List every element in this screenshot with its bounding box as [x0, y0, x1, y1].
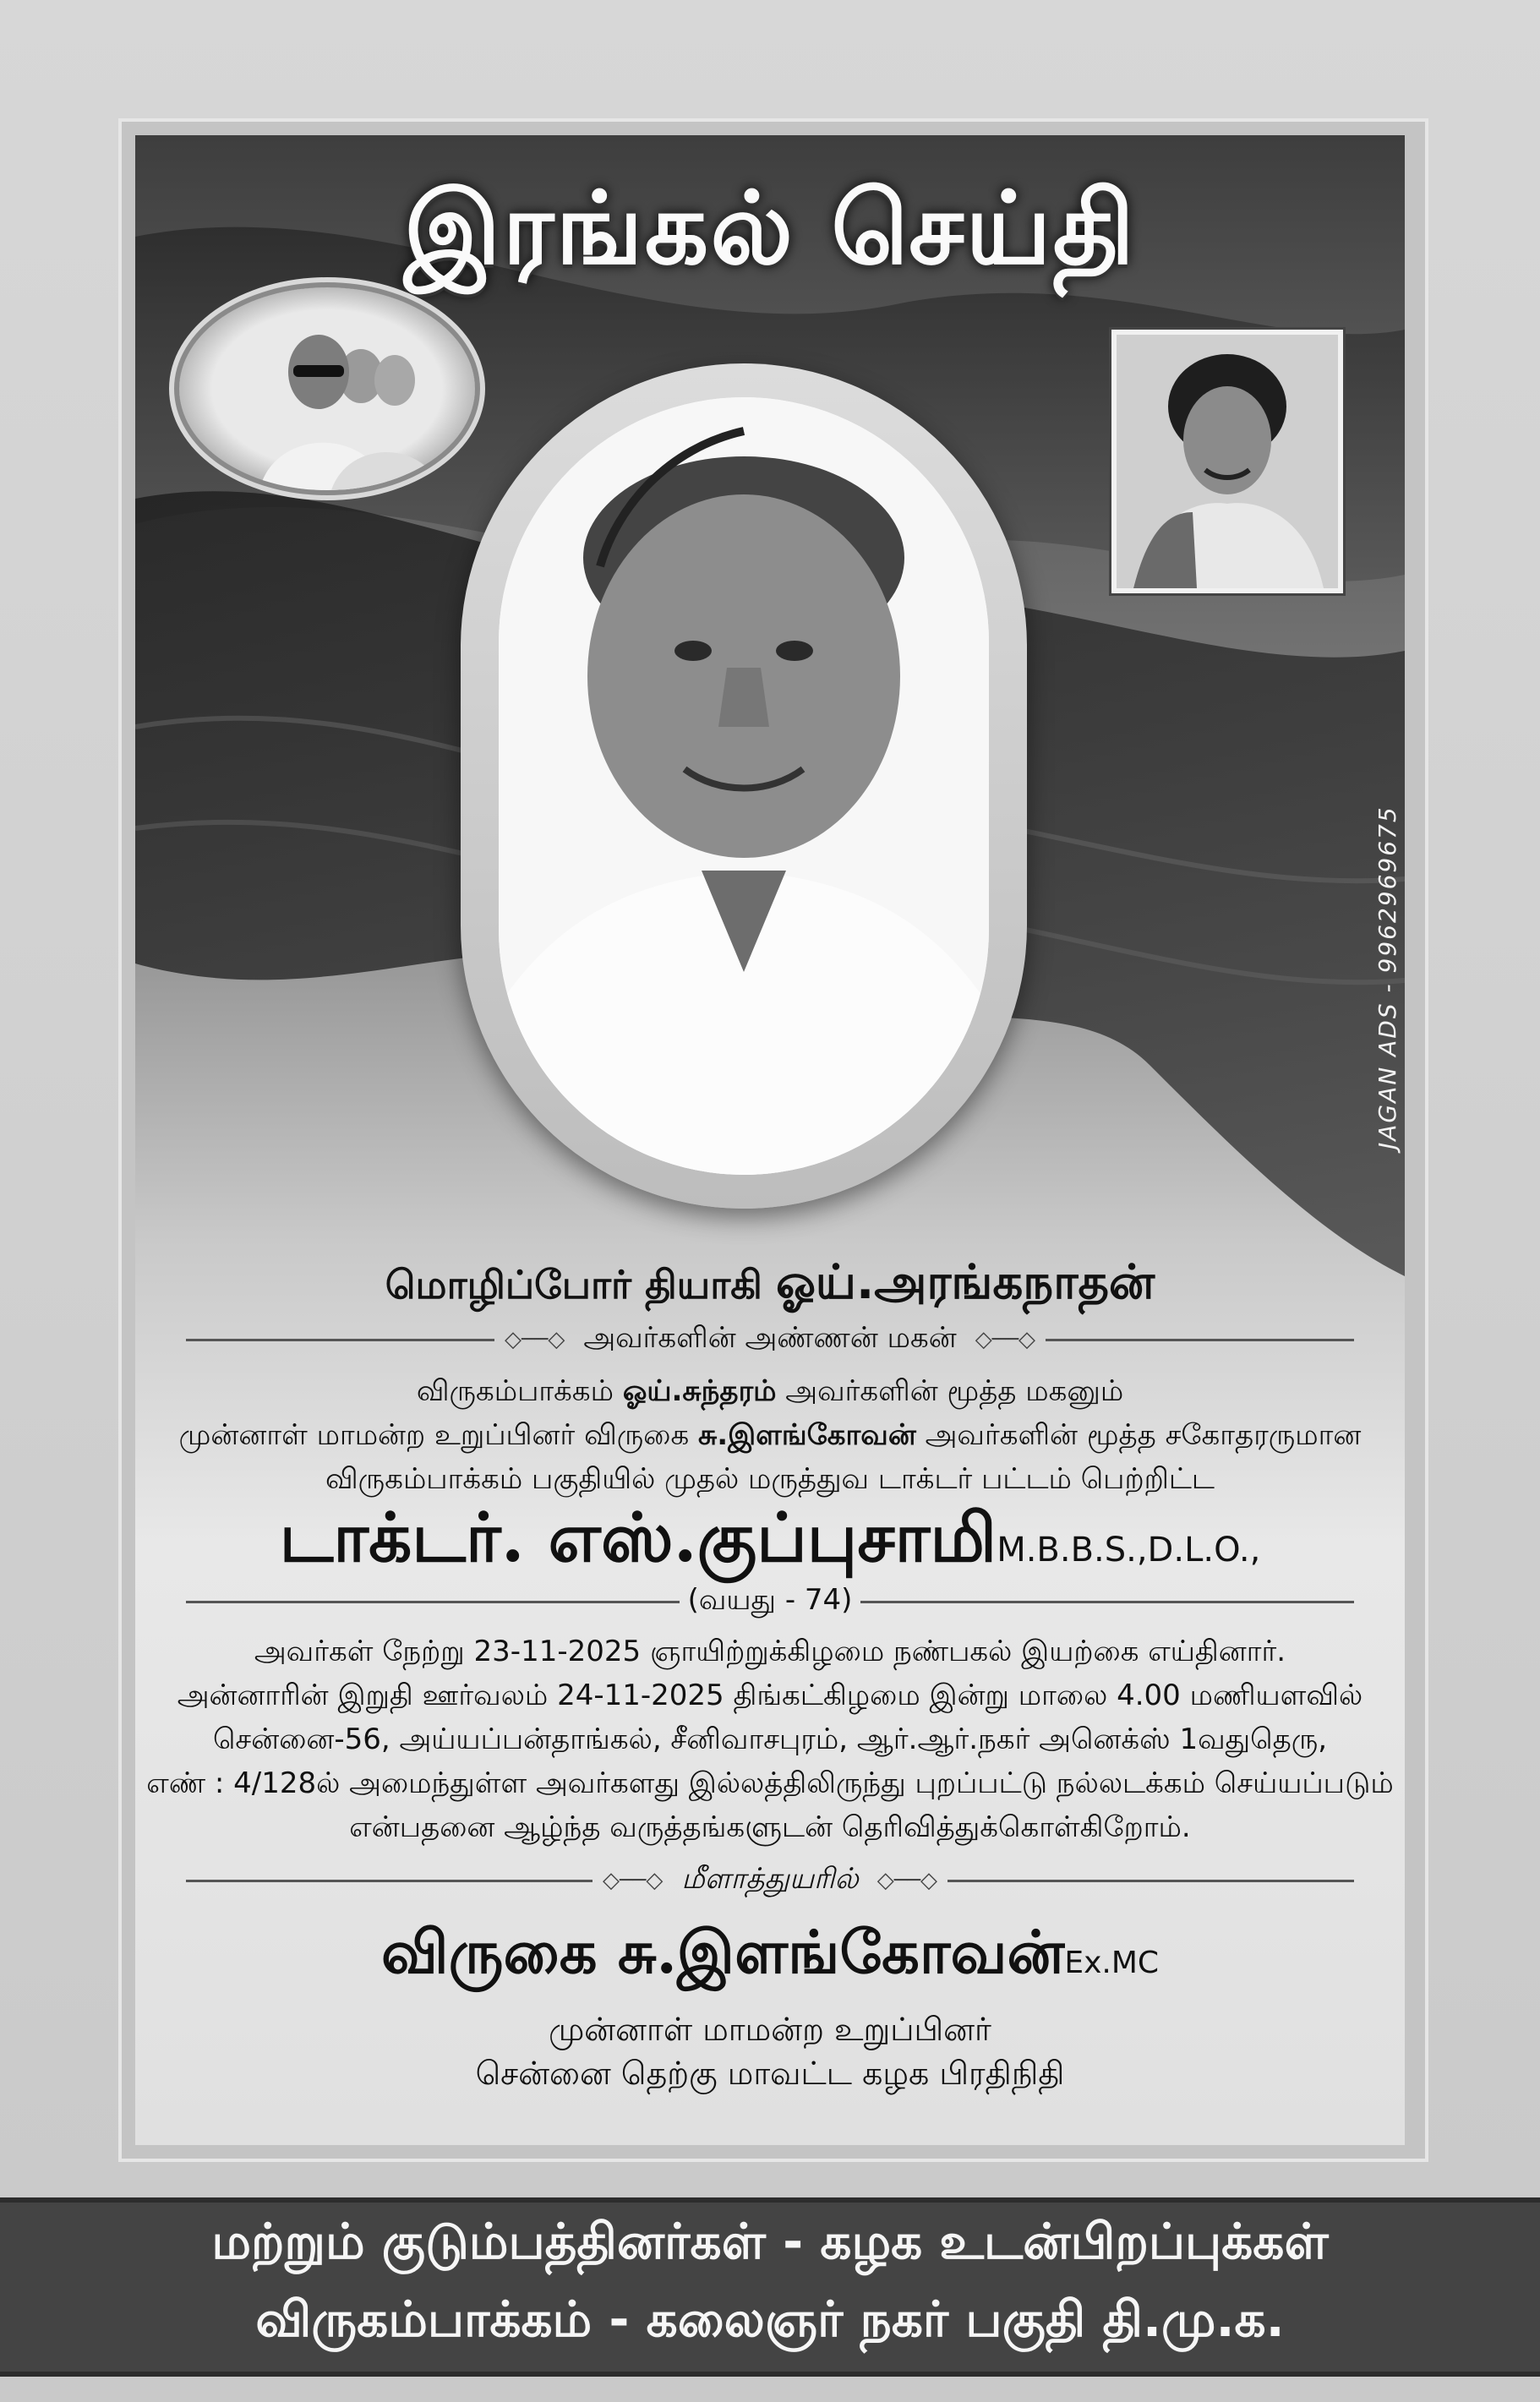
footer-line: விருகம்பாக்கம் - கலைஞர் நகர் பகுதி தி.மு.க. [255, 2290, 1285, 2348]
doctor-degree: M.B.B.S.,D.L.O., [997, 1531, 1261, 1569]
signatory-degree: Ex.MC [1064, 1946, 1160, 1980]
intro-line: முன்னாள் மாமன்ற உறுப்பினர் விருகை சு.இளங்கோவன் அவர்களின் மூத்த சகோதரருமான [178, 1418, 1362, 1452]
founder-portrait-photo [1111, 330, 1343, 593]
detail-line: அன்னாரின் இறுதி ஊர்வலம் 24-11-2025 திங்கட்கிழமை இன்று மாலை 4.00 மணியளவில் [177, 1679, 1363, 1712]
relation-caption: அவர்களின் அண்ணன் மகன் [583, 1321, 957, 1355]
age-label: (வயது - 74) [687, 1583, 853, 1617]
divider-age [186, 1585, 1354, 1619]
footer-banner [0, 2197, 1540, 2377]
grief-label: மீளாத்துயரில் [681, 1862, 859, 1896]
relation-heading [135, 1255, 1405, 1316]
signatory-title-line: சென்னை தெற்கு மாவட்ட கழக பிரதிநிதி [475, 2055, 1065, 2092]
divider-relation [186, 1323, 1354, 1357]
martyr-title: மொழிப்போர் தியாகி [385, 1262, 776, 1307]
signatory-full-name: விருகை சு.இளங்கோவன் [380, 1917, 1065, 1987]
ad-agency-watermark: JAGAN ADS - 9962969675 [1373, 805, 1401, 1149]
footer-line: மற்றும் குடும்பத்தினர்கள் - கழக உடன்பிறப்புக்கள் [211, 2213, 1329, 2270]
signatory-title-line: முன்னாள் மாமன்ற உறுப்பினர் [549, 2011, 991, 2048]
doctor-name: டாக்டர். எஸ்.குப்புசாமி [279, 1498, 997, 1577]
funeral-details [135, 1630, 1405, 1849]
page-title: இரங்கல் செய்தி [403, 169, 1137, 287]
signatory-titles [135, 2007, 1405, 2095]
ornament-icon: ◇──◇ [975, 1327, 1035, 1352]
intro-line: விருகம்பாக்கம் பகுதியில் முதல் மருத்துவ டாக்டர் பட்டம் பெற்றிட்ட [325, 1462, 1215, 1496]
intro-line: விருகம்பாக்கம் ஓய்.சுந்தரம் அவர்களின் மூத்த மகனும் [416, 1374, 1124, 1408]
divider-signature [186, 1864, 1354, 1897]
detail-line: எண் : 4/128ல் அமைந்துள்ள அவர்களது இல்லத்திலிருந்து புறப்பட்டு நல்லடக்கம் செய்யப்படும் [146, 1766, 1394, 1800]
signatory-name [135, 1917, 1405, 1995]
martyr-name: ஓய்.அரங்கநாதன் [775, 1255, 1155, 1310]
ornament-icon: ◇──◇ [876, 1868, 937, 1893]
deceased-name [135, 1498, 1405, 1586]
detail-line: என்பதனை ஆழ்ந்த வருத்தங்களுடன் தெரிவித்துக்கொள்கிறோம். [349, 1810, 1191, 1844]
deceased-portrait-photo [499, 397, 989, 1175]
detail-line: சென்னை-56, அய்யப்பன்தாங்கல், சீனிவாசபுரம், ஆர்.ஆர்.நகர் அனெக்ஸ் 1வதுதெரு, [212, 1722, 1328, 1756]
leaders-photo-medallion [179, 287, 475, 490]
ornament-icon: ◇──◇ [505, 1327, 565, 1352]
ornament-icon: ◇──◇ [603, 1868, 664, 1893]
obituary-poster [135, 135, 1405, 2145]
family-intro [135, 1369, 1405, 1501]
detail-line: அவர்கள் நேற்று 23-11-2025 ஞாயிற்றுக்கிழமை நண்பகல் இயற்கை எய்தினார். [254, 1635, 1286, 1668]
